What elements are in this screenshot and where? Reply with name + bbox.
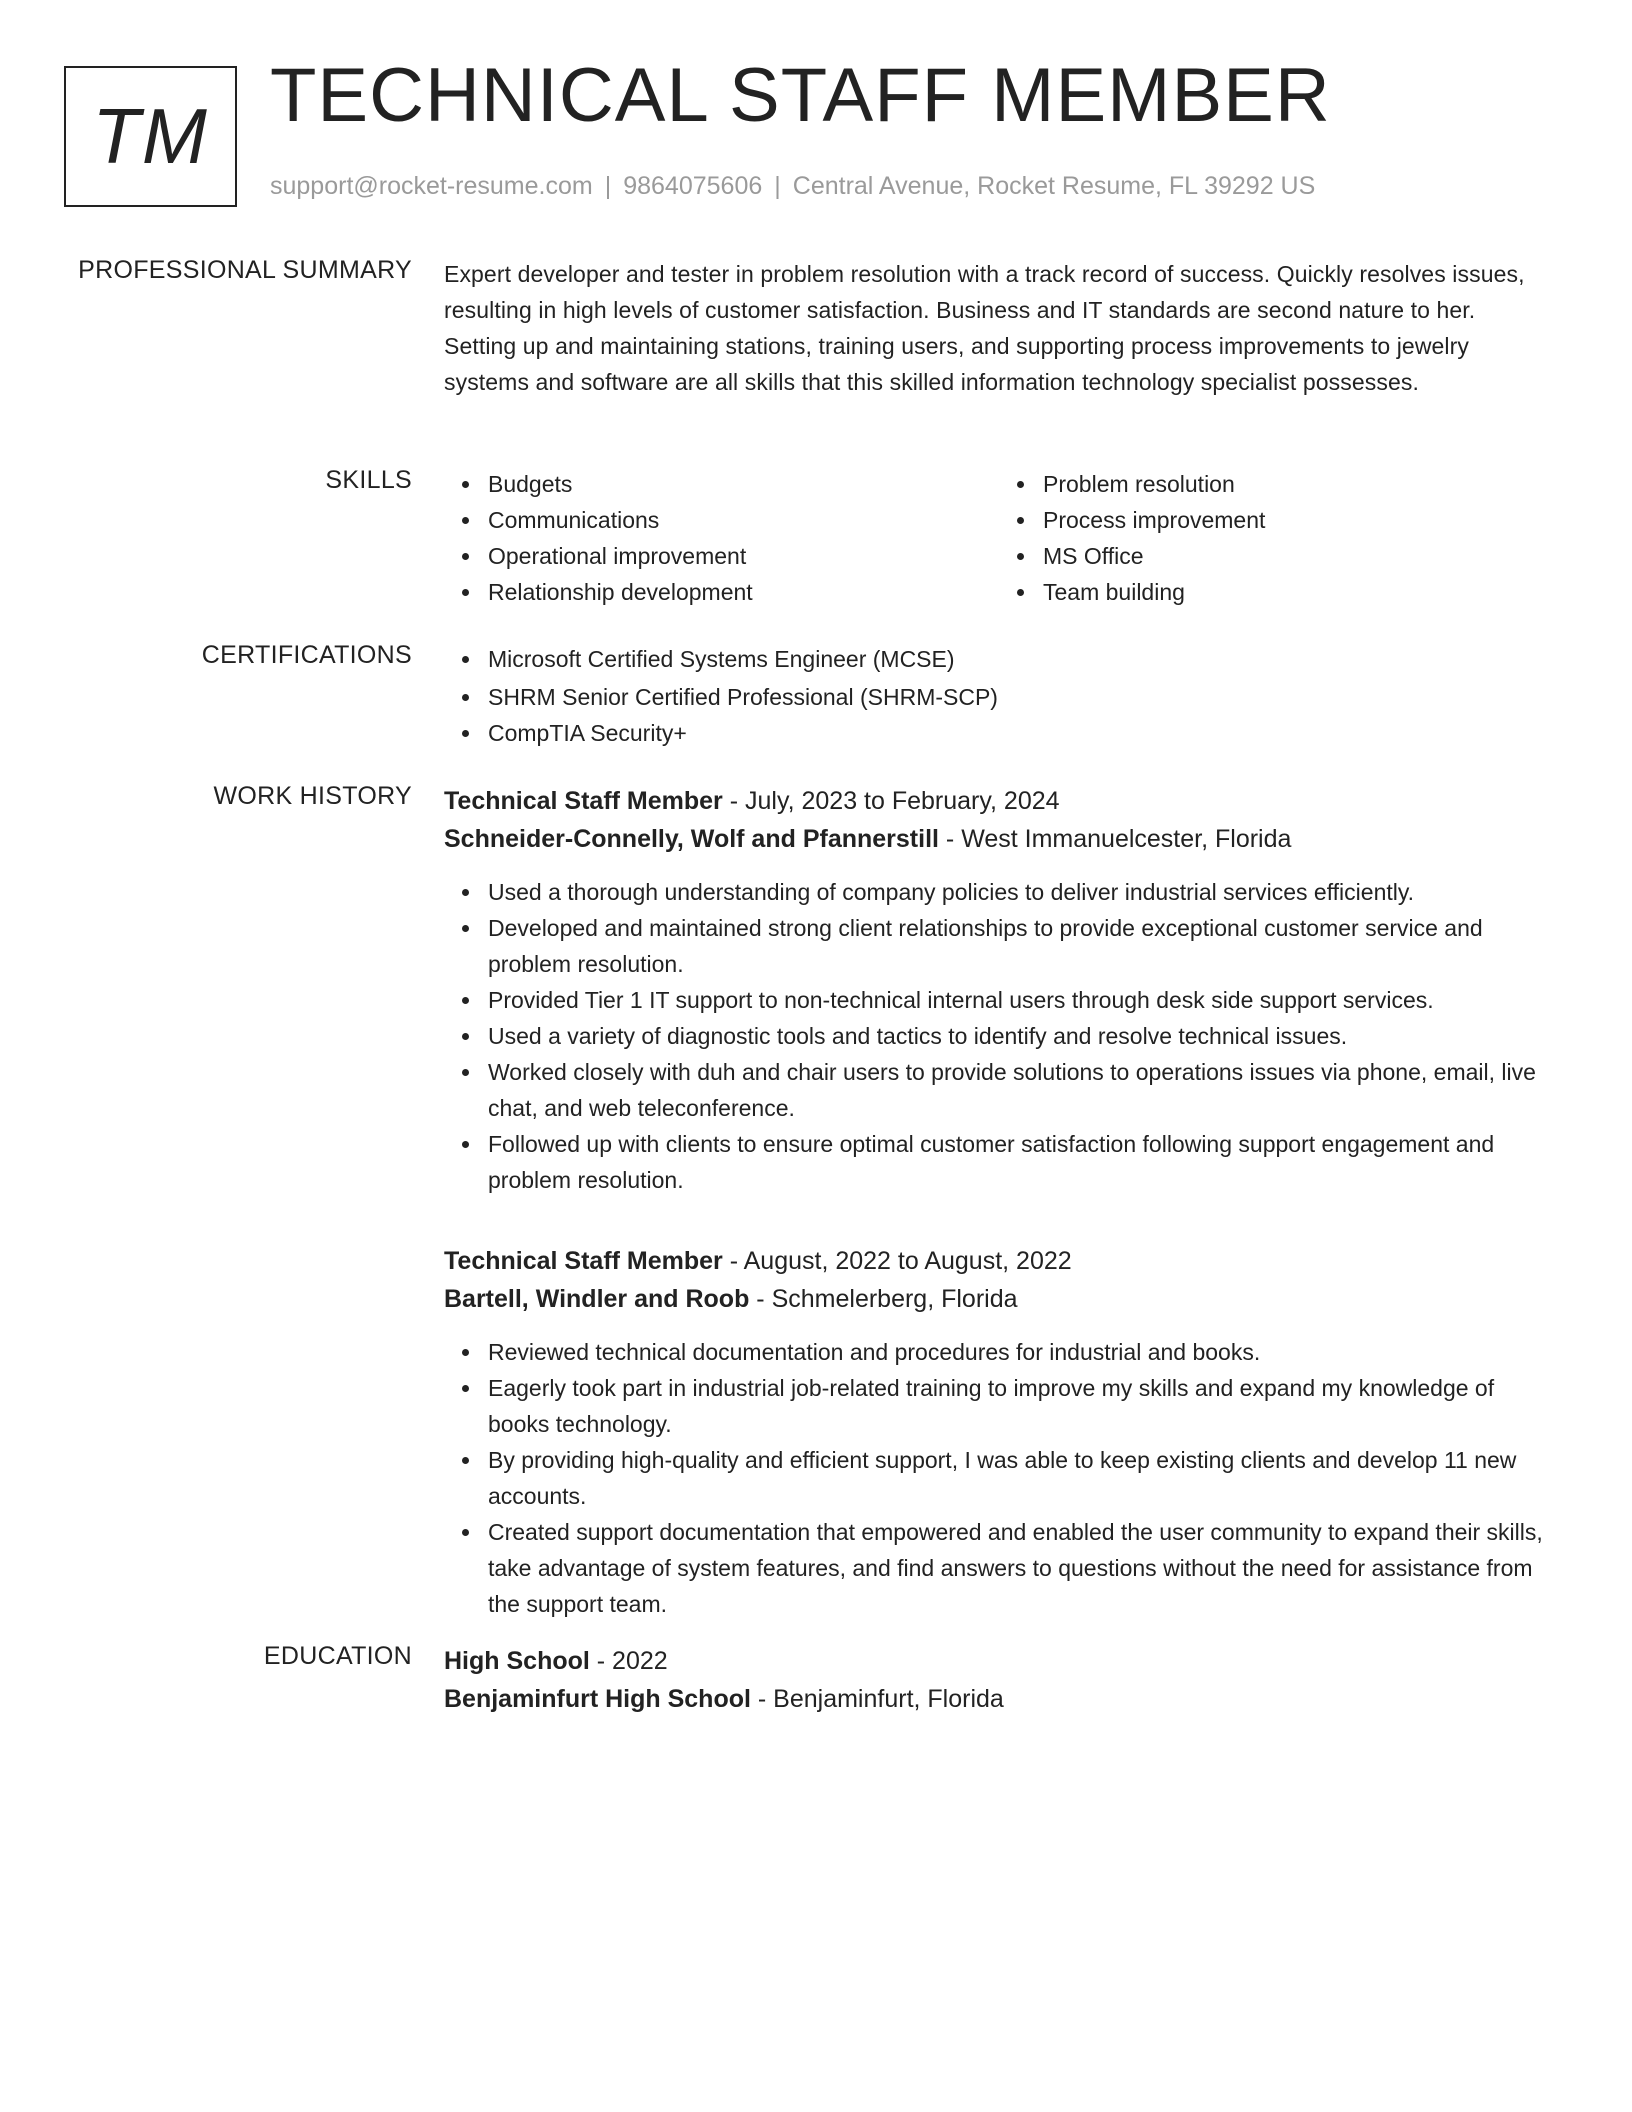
job-role: Technical Staff Member	[444, 1247, 723, 1275]
contact-separator: |	[774, 172, 781, 200]
summary-text: Expert developer and tester in problem resolution with a track record of success. Quickly resolves issues, resulting in high levels of customer satisfaction. Business and IT standards are second nature to her. Setting up and maintaining stations, training users, and supporting process improvements to jewelry systems and software are all skills that this skilled information technology specialist possesses.	[444, 261, 1525, 395]
section-label-certifications: CERTIFICATIONS	[201, 641, 412, 669]
job-duty: Provided Tier 1 IT support to non-technical internal users through desk side support services.	[488, 982, 1554, 1018]
section-label-education: EDUCATION	[263, 1642, 412, 1670]
summary-body	[444, 256, 1554, 400]
skills-body	[444, 466, 1554, 610]
contact-phone[interactable]: 9864075606	[623, 172, 763, 200]
job-duty: Eagerly took part in industrial job-related training to improve my skills and expand my knowledge of books technology.	[488, 1370, 1554, 1442]
job-company-line	[444, 1280, 1554, 1318]
job-duties-list	[444, 1334, 1554, 1622]
job-duty: Developed and maintained strong client relationships to provide exceptional customer service and problem resolution.	[488, 910, 1554, 982]
job-duties-list	[444, 874, 1554, 1198]
certification-item: SHRM Senior Certified Professional (SHRM-SCP)	[488, 679, 1554, 715]
skill-item: Budgets	[488, 466, 999, 502]
section-label-skills: SKILLS	[325, 466, 412, 494]
job-company-line	[444, 820, 1554, 858]
job-dates: - August, 2022 to August, 2022	[722, 1247, 1072, 1275]
contact-line	[270, 172, 1315, 201]
job-duty: Created support documentation that empowered and enabled the user community to expand their skills, take advantage of system features, and find answers to questions without the need for assistance from the support team.	[488, 1514, 1554, 1622]
job-location: - West Immanuelcester, Florida	[938, 825, 1292, 853]
job-dates: - July, 2023 to February, 2024	[722, 787, 1060, 815]
education-school: Benjaminfurt High School	[444, 1685, 751, 1713]
education-body	[444, 1642, 1554, 1718]
certifications-body	[444, 641, 1554, 751]
job-duty: Reviewed technical documentation and procedures for industrial and books.	[488, 1334, 1554, 1370]
certifications-list	[444, 641, 1554, 751]
job-title-line	[444, 782, 1554, 820]
monogram-initials: TM	[92, 92, 209, 180]
skill-item: Team building	[1043, 574, 1554, 610]
job-location: - Schmelerberg, Florida	[749, 1285, 1018, 1313]
contact-address: Central Avenue, Rocket Resume, FL 39292 US	[792, 172, 1316, 200]
certification-item: CompTIA Security+	[488, 715, 1554, 751]
contact-separator: |	[604, 172, 612, 200]
skill-item: Relationship development	[488, 574, 999, 610]
section-label-work-history: WORK HISTORY	[213, 782, 412, 810]
job-duty: Followed up with clients to ensure optimal customer satisfaction following support engagement and problem resolution.	[488, 1126, 1554, 1198]
skill-item: Communications	[488, 502, 999, 538]
education-degree-line	[444, 1642, 1554, 1680]
job-duty: Worked closely with duh and chair users to provide solutions to operations issues via phone, email, live chat, and web teleconference.	[488, 1054, 1554, 1126]
job-company: Bartell, Windler and Roob	[444, 1285, 750, 1313]
job-company: Schneider-Connelly, Wolf and Pfannerstill	[444, 825, 939, 853]
resume-title: TECHNICAL STAFF MEMBER	[270, 53, 1331, 138]
education-school-line	[444, 1680, 1554, 1718]
monogram-box	[64, 66, 237, 207]
job-title-line	[444, 1242, 1554, 1280]
skill-item: Operational improvement	[488, 538, 999, 574]
skill-item: Problem resolution	[1043, 466, 1554, 502]
job-entry	[444, 1242, 1554, 1622]
skills-grid	[444, 466, 1554, 610]
section-label-summary: PROFESSIONAL SUMMARY	[78, 256, 412, 284]
job-entry	[444, 782, 1554, 1198]
skills-list-right	[999, 466, 1554, 610]
job-role: Technical Staff Member	[444, 787, 723, 815]
skills-list-left	[444, 466, 999, 610]
education-year: - 2022	[589, 1647, 668, 1675]
education-location: - Benjaminfurt, Florida	[750, 1685, 1004, 1713]
job-duty: By providing high-quality and efficient support, I was able to keep existing clients and develop 11 new accounts.	[488, 1442, 1554, 1514]
contact-email[interactable]: support@rocket-resume.com	[270, 172, 593, 200]
skill-item: MS Office	[1043, 538, 1554, 574]
job-duty: Used a variety of diagnostic tools and tactics to identify and resolve technical issues.	[488, 1018, 1554, 1054]
education-degree: High School	[444, 1647, 590, 1675]
skill-item: Process improvement	[1043, 502, 1554, 538]
certification-item: Microsoft Certified Systems Engineer (MCSE)	[488, 641, 1554, 677]
job-duty: Used a thorough understanding of company policies to deliver industrial services efficiently.	[488, 874, 1554, 910]
work-history-body	[444, 782, 1554, 1622]
